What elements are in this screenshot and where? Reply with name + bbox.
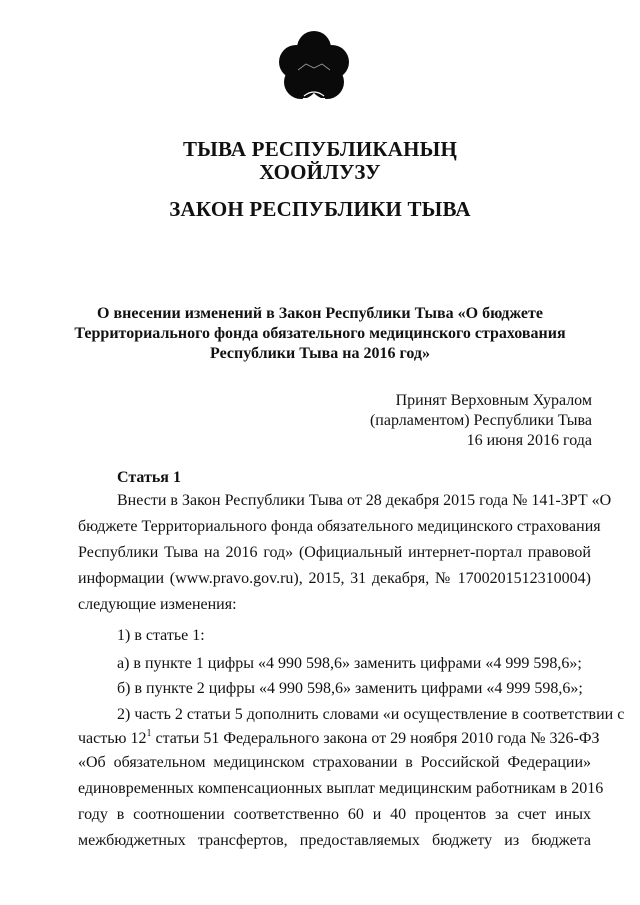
body-line: б) в пункте 2 цифры «4 990 598,6» заменить цифрами «4 999 598,6»; <box>117 680 583 697</box>
body-line: году в соотношении соответственно 60 и 40 процентов за счет иных <box>78 806 591 823</box>
adoption-line1: Принят Верховным Хуралом <box>395 392 592 409</box>
header-tyva-line2: ХООЙЛУЗУ <box>259 160 381 184</box>
body-line: Внести в Закон Республики Тыва от 28 декабря 2015 года № 141-ЗРТ «О <box>117 492 612 509</box>
article-heading: Статья 1 <box>117 469 181 486</box>
body-line: 1) в статье 1: <box>117 627 205 644</box>
body-line: Республики Тыва на 2016 год» (Официальный интернет-портал правовой <box>78 544 591 561</box>
doc-title-line1: О внесении изменений в Закон Республики Тыва «О бюджете <box>97 305 543 322</box>
header-tyva-line1: ТЫВА РЕСПУБЛИКАНЫҢ <box>182 137 458 161</box>
body-line: а) в пункте 1 цифры «4 990 598,6» заменить цифрами «4 999 598,6»; <box>117 655 582 672</box>
body-line: информации (www.pravo.gov.ru), 2015, 31 декабря, № 1700201512310004) <box>78 570 591 587</box>
body-line: 2) часть 2 статьи 5 дополнить словами «и осуществление в соответствии с <box>117 706 625 723</box>
adoption-line2: (парламентом) Республики Тыва <box>369 412 592 429</box>
body-line: бюджете Территориального фонда обязательного медицинского страхования <box>78 518 601 535</box>
body-text-part: частью 12 <box>78 730 147 747</box>
body-line: единовременных компенсационных выплат медицинским работникам в 2016 <box>78 780 604 797</box>
doc-title-line2: Территориального фонда обязательного медицинского страхования <box>74 325 566 342</box>
adoption-date: 16 июня 2016 года <box>466 432 592 449</box>
body-line: межбюджетных трансфертов, предоставляемых бюджету из бюджета <box>78 832 591 849</box>
body-line: «Об обязательном медицинском страховании в Российской Федерации» <box>78 754 591 771</box>
header-law-title: ЗАКОН РЕСПУБЛИКИ ТЫВА <box>169 197 471 221</box>
body-text-part: статьи 51 Федерального закона от 29 ноября 2010 года № 326-ФЗ <box>151 730 600 747</box>
doc-title-line3: Республики Тыва на 2016 год» <box>210 345 430 362</box>
coat-of-arms-emblem <box>276 24 352 114</box>
body-line: следующие изменения: <box>78 596 237 613</box>
superscript: 1 <box>146 727 152 739</box>
body-line <box>78 727 600 749</box>
